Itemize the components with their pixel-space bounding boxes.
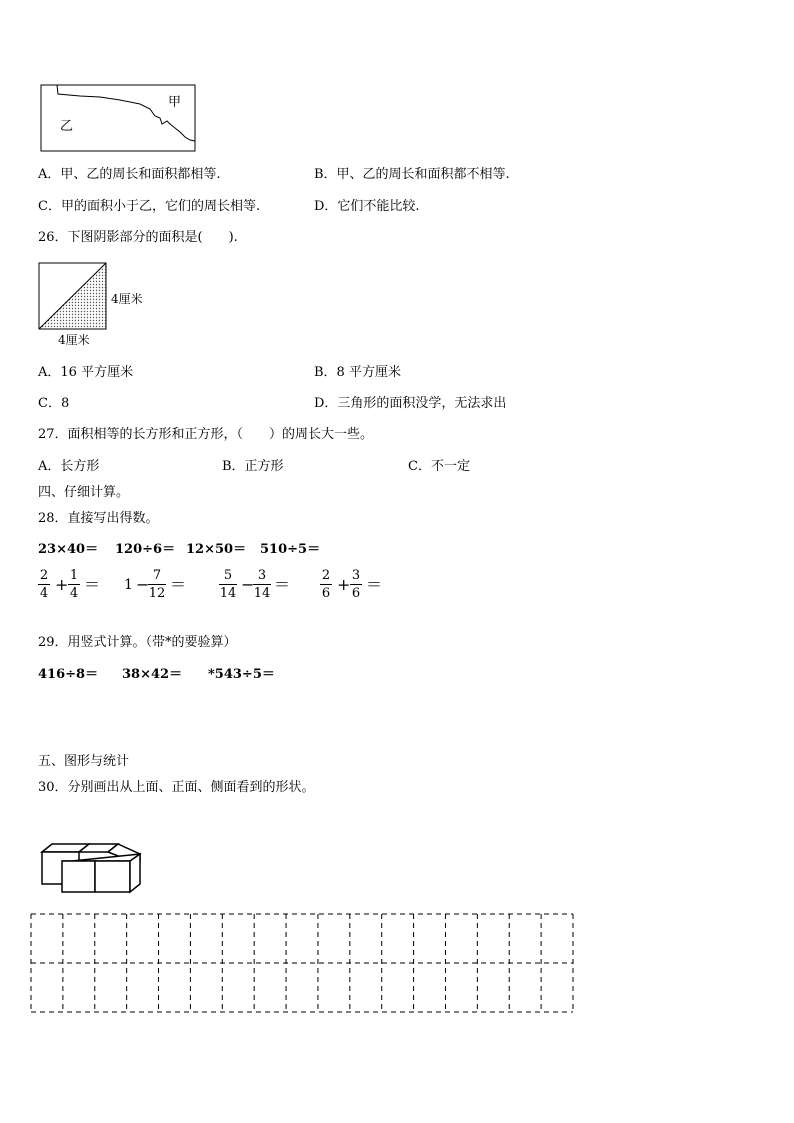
fraction xyxy=(68,568,80,601)
q29-expr-1: 416÷8＝ xyxy=(38,667,99,682)
numerator: 3 xyxy=(351,568,361,583)
q28-expr-2: 120÷6＝ xyxy=(115,542,176,557)
q26-option-c[interactable]: C．8 xyxy=(38,396,70,411)
q30-stem: 30．分别画出从上面、正面、侧面看到的形状。 xyxy=(38,780,315,795)
fraction xyxy=(148,568,166,601)
section-4-heading: 四、仔细计算。 xyxy=(38,485,130,500)
denominator: 4 xyxy=(39,586,49,601)
drawing-grid[interactable] xyxy=(30,913,576,1015)
numerator: 5 xyxy=(223,568,233,583)
equals: ＝ xyxy=(170,575,187,594)
denominator: 14 xyxy=(219,586,237,601)
operator: − xyxy=(241,575,255,594)
q29-expr-2: 38×42＝ xyxy=(122,667,183,682)
q25-option-c[interactable]: C．甲的面积小于乙，它们的周长相等. xyxy=(38,199,261,214)
numerator: 7 xyxy=(152,568,162,583)
label-yi: 乙 xyxy=(60,119,74,134)
denominator: 12 xyxy=(148,586,166,601)
numerator: 1 xyxy=(69,568,79,583)
side-length-bottom: 4厘米 xyxy=(58,333,90,347)
q25-option-b[interactable]: B．甲、乙的周长和面积都不相等. xyxy=(314,167,510,182)
denominator: 4 xyxy=(69,586,79,601)
q25-option-d[interactable]: D．它们不能比较. xyxy=(314,199,420,214)
operator: + xyxy=(55,575,69,594)
numerator: 2 xyxy=(321,568,331,583)
equals: ＝ xyxy=(366,575,383,594)
operator: + xyxy=(337,575,351,594)
q28-expr-3: 12×50＝ xyxy=(186,542,247,557)
fraction xyxy=(350,568,362,601)
q28-expr-1: 23×40＝ xyxy=(38,542,99,557)
q28-stem: 28．直接写出得数。 xyxy=(38,511,159,526)
whole-number: 1 xyxy=(124,577,133,593)
fraction xyxy=(219,568,237,601)
equals: ＝ xyxy=(84,575,101,594)
q26-stem: 26．下图阴影部分的面积是( ). xyxy=(38,230,238,245)
cube-stack-figure xyxy=(40,842,144,894)
numerator: 3 xyxy=(257,568,267,583)
q25-option-a[interactable]: A．甲、乙的周长和面积都相等. xyxy=(38,167,221,182)
q28-expr-4: 510÷5＝ xyxy=(260,542,321,557)
denominator: 6 xyxy=(321,586,331,601)
denominator: 6 xyxy=(351,586,361,601)
q29-stem: 29．用竖式计算。（带*的要验算） xyxy=(38,635,237,650)
q26-option-b[interactable]: B．8 平方厘米 xyxy=(314,365,401,380)
fraction xyxy=(320,568,332,601)
q29-expr-3: *543÷5＝ xyxy=(208,667,275,682)
fraction xyxy=(253,568,271,601)
operator: − xyxy=(136,575,150,594)
q27-option-c[interactable]: C．不一定 xyxy=(408,459,470,474)
q26-option-d[interactable]: D．三角形的面积没学，无法求出 xyxy=(314,396,507,411)
q27-stem: 27．面积相等的长方形和正方形，（ ）的周长大一些。 xyxy=(38,427,374,442)
q27-option-b[interactable]: B．正方形 xyxy=(222,459,284,474)
side-length-right: 4厘米 xyxy=(111,292,143,306)
section-5-heading: 五、图形与统计 xyxy=(38,754,130,769)
numerator: 2 xyxy=(39,568,49,583)
denominator: 14 xyxy=(253,586,271,601)
q27-option-a[interactable]: A．长方形 xyxy=(38,459,100,474)
square-shaded-triangle-figure xyxy=(38,262,110,332)
label-jia: 甲 xyxy=(168,95,182,110)
q26-option-a[interactable]: A．16 平方厘米 xyxy=(38,365,134,380)
equals: ＝ xyxy=(274,575,291,594)
fraction xyxy=(38,568,50,601)
